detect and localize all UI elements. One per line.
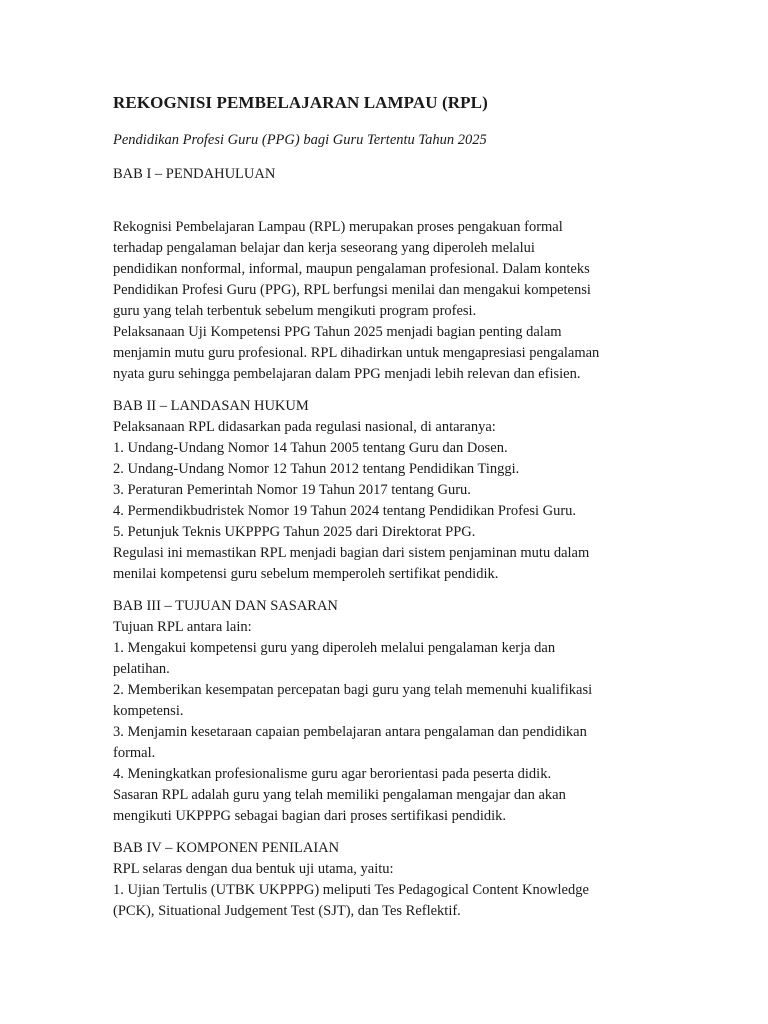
document-page [113, 92, 658, 922]
list-item: pelatihan. [113, 661, 170, 677]
paragraph-line: mengikuti UKPPPG sebagai bagian dari proses sertifikasi pendidik. [113, 808, 507, 824]
paragraph-line: menjamin mutu guru profesional. RPL dihadirkan untuk mengapresiasi pengalaman [113, 345, 600, 361]
paragraph-line: Pendidikan Profesi Guru (PPG), RPL berfungsi menilai dan mengakui kompetensi [113, 282, 591, 298]
paragraph-line: terhadap pengalaman belajar dan kerja seseorang yang diperoleh melalui [113, 240, 535, 256]
paragraph-line: Pelaksanaan Uji Kompetensi PPG Tahun 2025 menjadi bagian penting dalam [113, 324, 562, 340]
list-item: 1. Ujian Tertulis (UTBK UKPPPG) meliputi Tes Pedagogical Content Knowledge [113, 882, 589, 898]
document-title: REKOGNISI PEMBELAJARAN LAMPAU (RPL) [113, 93, 488, 112]
paragraph-line: nyata guru sehingga pembelajaran dalam PPG menjadi lebih relevan dan efisien. [113, 366, 581, 382]
list-item: 4. Meningkatkan profesionalisme guru agar berorientasi pada peserta didik. [113, 766, 552, 782]
list-item: 1. Undang-Undang Nomor 14 Tahun 2005 tentang Guru dan Dosen. [113, 440, 508, 456]
list-item: 3. Peraturan Pemerintah Nomor 19 Tahun 2017 tentang Guru. [113, 482, 471, 498]
list-item: 1. Mengakui kompetensi guru yang diperoleh melalui pengalaman kerja dan [113, 640, 556, 656]
list-item: (PCK), Situational Judgement Test (SJT), dan Tes Reflektif. [113, 903, 461, 919]
paragraph-line: Regulasi ini memastikan RPL menjadi bagian dari sistem penjaminan mutu dalam [113, 545, 590, 561]
list-item: 2. Memberikan kesempatan percepatan bagi guru yang telah memenuhi kualifikasi [113, 682, 593, 698]
paragraph-line: guru yang telah terbentuk sebelum mengikuti program profesi. [113, 303, 477, 319]
section-body-bab3 [113, 617, 658, 827]
paragraph-line: RPL selaras dengan dua bentuk uji utama, yaitu: [113, 861, 394, 877]
paragraph-line: Tujuan RPL antara lain: [113, 619, 252, 635]
document-subtitle: Pendidikan Profesi Guru (PPG) bagi Guru Tertentu Tahun 2025 [113, 132, 487, 148]
section-heading-bab3: BAB III – TUJUAN DAN SASARAN [113, 598, 338, 614]
list-item: kompetensi. [113, 703, 184, 719]
section-heading-bab4: BAB IV – KOMPONEN PENILAIAN [113, 840, 340, 856]
section-heading-bab2: BAB II – LANDASAN HUKUM [113, 398, 309, 414]
paragraph-line: Sasaran RPL adalah guru yang telah memiliki pengalaman mengajar dan akan [113, 787, 566, 803]
section-body-bab2 [113, 417, 658, 585]
list-item: 4. Permendikbudristek Nomor 19 Tahun 2024 tentang Pendidikan Profesi Guru. [113, 503, 577, 519]
list-item: 2. Undang-Undang Nomor 12 Tahun 2012 tentang Pendidikan Tinggi. [113, 461, 520, 477]
paragraph-line: Pelaksanaan RPL didasarkan pada regulasi nasional, di antaranya: [113, 419, 496, 435]
paragraph-line: Rekognisi Pembelajaran Lampau (RPL) merupakan proses pengakuan formal [113, 219, 563, 235]
list-item: 5. Petunjuk Teknis UKPPPG Tahun 2025 dari Direktorat PPG. [113, 524, 476, 540]
paragraph-line: pendidikan nonformal, informal, maupun pengalaman profesional. Dalam konteks [113, 261, 590, 277]
section-body-bab4 [113, 859, 658, 922]
list-item: formal. [113, 745, 156, 761]
paragraph-line: menilai kompetensi guru sebelum memperoleh sertifikat pendidik. [113, 566, 499, 582]
list-item: 3. Menjamin kesetaraan capaian pembelajaran antara pengalaman dan pendidikan [113, 724, 587, 740]
section-heading-bab1: BAB I – PENDAHULUAN [113, 166, 276, 182]
section-body-bab1 [113, 217, 658, 385]
